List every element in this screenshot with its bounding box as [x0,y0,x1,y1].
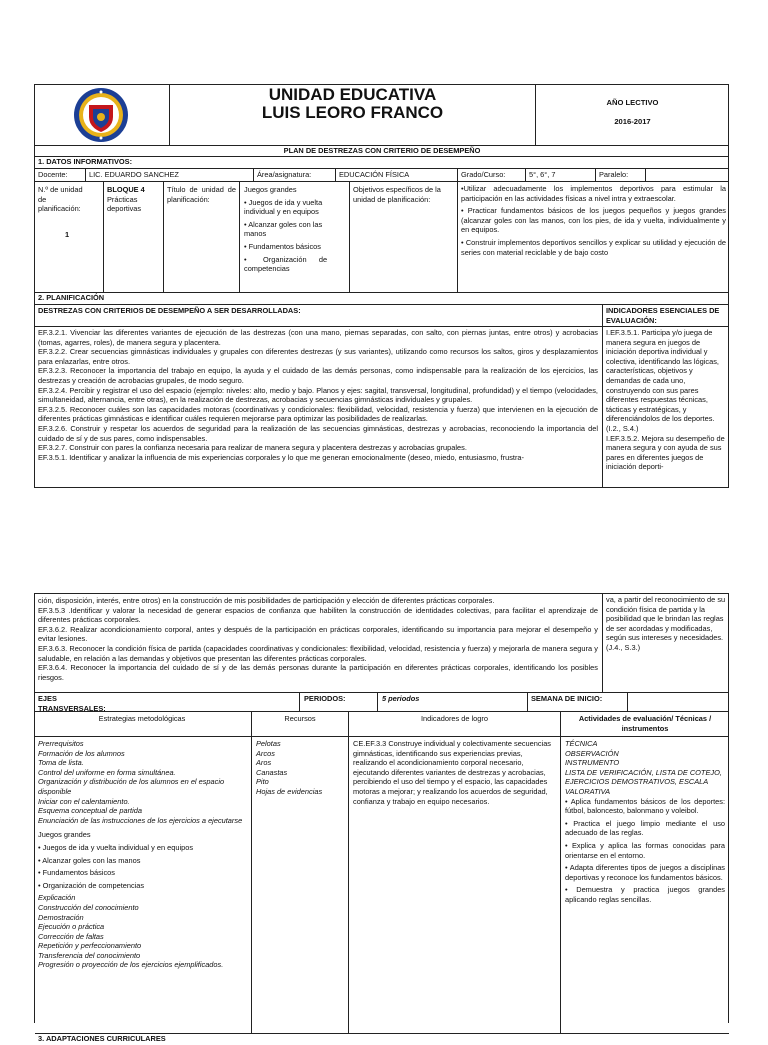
objetivo-item: • Construir implementos deportivos sencillos y explicar su utilidad y ejecución de series con material reciclable y de bajo costo [461,237,726,257]
destrezas-list-2 [38,596,598,682]
unidad-row [35,181,729,292]
estrategia-item: Enunciación de las instrucciones de los ejercicios a ejecutarse [38,815,243,825]
destreza-item: EF.3.2.7. Construir con pares la confianza necesaria para realizar de manera segura y placentera destrezas y acrobacias grupales. [38,443,467,453]
docente-value: LIC. EDUARDO SANCHEZ [85,169,253,182]
destreza-item: EF.3.5.1. Identificar y analizar la influencia de mis experiencias corporales y lo que me generan emocionalmente (deseo, miedo, entusiasmo, frustra- [38,452,524,462]
estrategias-cell [38,739,248,970]
unidad-label: N.º de unidad de planificación: [38,185,83,214]
destreza-item: EF.3.6.2. Realizar acondicionamiento corporal, antes y después de la participación en prácticas corporales, identificando su importancia para mejorar el desempeño y evitar lesiones. [38,624,598,644]
estrategia-item: Iniciar con el calentamiento. [38,796,130,806]
estrategia-item: Repetición y perfeccionamiento [38,941,142,951]
actividad-list-item: • Adapta diferentes tipos de juegos a disciplinas deportivas y reconoce los fundamentos básicos. [565,863,725,882]
planificacion-continued [35,594,729,692]
section-adaptaciones-title: 3. ADAPTACIONES CURRICULARES [35,1033,729,1045]
recursos-cell [251,737,348,1034]
unidad-value: 1 [65,230,70,239]
school-name [169,85,535,145]
actividades-list [565,797,725,905]
grado-label: Grado/Curso: [457,169,525,182]
col-estrategias: Estrategias metodológicas [98,714,186,723]
semana-label: SEMANA DE INICIO: [527,693,627,712]
destreza-item: EF.3.2.2. Crear secuencias gimnásticas individuales y grupales con diferentes destrezas (y sus variantes), utilizando como recursos los saltos, giros y desplazamientos para enlazarlas, entre otros. [38,347,598,366]
recurso-item: Pelotas [256,739,281,748]
actividades-cell [560,737,729,1034]
destreza-item: EF.3.2.3. Reconocer la importancia del trabajo en equipo, la ayuda y el cuidado de las demás personas, como indispensable para la realización de los ejercicios, las destrezas y creación de acrobacias grupales, de modo seguro. [38,366,598,385]
estrategia-item: Progresión o proyección de los ejercicios ejemplificados. [38,960,224,970]
actividad-item: OBSERVACIÓN [565,748,619,758]
year-value: 2016-2017 [614,117,651,126]
indicador-logro-text: CE.EF.3.3 Construye individual y colectivamente secuencias gimnásticas, identificando sus experiencias previas, realizando el acondicionamiento corporal necesario, ejecutando diferentes variantes de destrezas y acrobacias, percibiendo el uso del tiempo y el espacio, las capacidades motoras a mejorar; y realizando los acuerdos de seguridad, confianza y trabajo en equipo necesarios. [353,739,552,806]
year-label: AÑO LECTIVO [606,98,659,107]
planificacion-header-row [35,304,729,326]
year-cell [535,85,729,145]
estrategia-item: Prerrequisitos [38,739,84,748]
contenido-item: • Fundamentos básicos [244,241,321,251]
estrategia-list-item: • Fundamentos básicos [38,868,115,878]
estrategias-top [38,739,248,825]
destreza-item: ción, disposición, interés, entre otros) en la construcción de mis posibilidades de participación y elección de diferentes prácticas corporales. [38,596,495,605]
indicador-item: I.EF.3.5.2. Mejora su desempeño de manera segura y con ayuda de sus pares en diferentes juegos de iniciación deporti- [606,433,725,472]
actividad-item: TÉCNICA [565,739,598,748]
destrezas-title: DESTREZAS CON CRITERIOS DE DESEMPEÑO A SER DESARROLLADAS: [38,306,301,315]
recurso-item: Arcos [256,748,275,758]
actividad-list-item: • Demuestra y practica juegos grandes aplicando reglas sencillas. [565,885,725,904]
objetivo-item: • Practicar fundamentos básicos de los juegos pequeños y juegos grandes (alcanzar goles con las manos, con los pies, de ida y vuelta, individualmente y en equipos. [461,206,726,235]
actividad-list-item: • Explica y aplica las formas conocidas para orientarse en el entorno. [565,840,725,860]
destreza-item: EF.3.2.4. Percibir y registrar el uso del espacio (ejemplo: niveles: alto, medio y bajo. Planos y ejes: sagital, transversal, longitudinal, profundidad) y el tiempo (velocidades, simultaneidad, alternancia, entre otras), en la realización de destrezas, acrobacias y secuencias gimnásticas individuales y grupales. [38,385,598,405]
destreza-item: EF.3.6.4. Reconocer la importancia del cuidado de sí y de las demás personas durante la participación en diferentes prácticas corporales, identificando los posibles riesgos. [38,663,598,682]
recurso-item: Pito [256,777,269,787]
estrategia-item: Organización y distribución de los alumnos en el espacio disponible [38,777,225,796]
estrategia-item: Corrección de faltas [38,931,104,941]
titulo-label: Título de unidad de planificación: [163,182,239,293]
docente-label: Docente: [38,170,68,179]
objetivos-label: Objetivos específicos de la unidad de planificación: [349,182,457,293]
estrategia-item: Formación de los alumnos [38,748,125,758]
periodos-value: 5 periodos [377,693,527,712]
docente-row [35,168,729,181]
actividad-list-item: • Practica el juego limpio mediante el uso adecuado de las reglas. [565,818,725,838]
columns-header-row [35,711,729,736]
section-planificacion-title: 2. PLANIFICACIÓN [35,292,729,304]
estrategia-list-item: • Alcanzar goles con las manos [38,855,141,865]
destreza-item: EF.3.5.3 .Identificar y valorar la necesidad de generar espacios de confianza que habiliten la construcción de identidades colectivas, para facilitar el aprendizaje de diferentes prácticas corporales. [38,605,598,625]
estrategia-list-item: Juegos grandes [38,830,91,840]
content-row [35,736,729,1033]
objetivo-item: •Utilizar adecuadamente los implementos deportivos para estimular la participación en las actividades físicas a nivel intra y extraescolar. [461,184,726,203]
plan-title: PLAN DE DESTREZAS CON CRITERIO DE DESEMPEÑO [35,145,729,156]
contenidos-cell [239,182,349,293]
indicadores-title: INDICADORES ESENCIALES DE EVALUACIÓN: [602,305,729,327]
estrategia-item: Explicación [38,893,76,903]
school-name-line1: UNIDAD EDUCATIVA [268,85,437,104]
school-logo [73,87,129,143]
indicadores-list-2: va, a partir del reconocimiento de su condición física de partida y la posibilidad que le brindan las reglas de ser acordadas y modificadas, según sus intereses y necesidades. (J.4., S.3.) [602,594,729,692]
contenido-item: • Organización de competencias [244,254,330,274]
destrezas-list-1 [38,328,598,462]
actividad-item: INSTRUMENTO [565,758,620,768]
indicadores-list-1 [602,327,729,488]
recurso-item: Hojas de evidencias [256,786,323,796]
destreza-item: EF.3.6.3. Reconocer la condición física de partida (capacidades coordinativas y condicionales: flexibilidad, velocidad, resistencia y fuerza) y mejorarla de manera segura y saludable, en relación a las demandas y objetivos que presentan las diferentes prácticas corporales. [38,643,598,663]
bloque-label: BLOQUE 4 [107,185,145,194]
estrategia-list-item: • Organización de competencias [38,880,145,890]
col-recursos: Recursos [251,712,348,737]
destreza-item: EF.3.2.1. Vivenciar las diferentes variantes de ejecución de las destrezas (con una mano, piernas separadas, con salto, con piernas juntas, entre otros) y acrobacias (tomas, agarres, roles), de manera segura y placentera. [38,328,598,347]
indicador-item: I.EF.3.5.1. Participa y/o juega de manera segura en juegos de iniciación deportiva individual y colectiva, identificando las lógicas, características, objetivos y demandas de cada uno, construyendo con sus pares diferentes respuestas técnicas, tácticas y estratégicas, y diferenciándolos de los deportes. (I.2., S.4.) [606,328,719,433]
estrategia-item: Control del uniforme en forma simultánea. [38,767,176,777]
bloque-value: Prácticas deportivas [107,194,142,214]
actividades-top [565,739,725,797]
area-label: Área/asignatura: [253,169,335,182]
ejes-row [35,692,729,711]
grado-value: 5°, 6°, 7 [525,169,595,182]
estrategia-item: Transferencia del conocimiento [38,950,141,960]
periodos-label: PERIODOS: [299,693,377,712]
planificacion-body [35,326,729,488]
semana-value [627,693,729,712]
contenido-item: • Alcanzar goles con las manos [244,219,323,239]
contenido-item: Juegos grandes [244,185,297,194]
actividad-item: LISTA DE VERIFICACIÓN, LISTA DE COTEJO, EJERCICIOS DEMOSTRATIVOS, ESCALA VALORATIVA [565,767,722,796]
estrategia-item: Ejecución o práctica [38,922,105,932]
estrategia-list-item: • Juegos de ida y vuelta individual y en equipos [38,842,194,852]
estrategia-item: Esquema conceptual de partida [38,806,142,816]
contenido-item: • Juegos de ida y vuelta individual y en equipos [244,197,323,217]
bloque-cell [103,182,163,293]
col-indicadores-logro: Indicadores de logro [348,712,560,737]
destreza-item: EF.3.2.6. Construir y respetar los acuerdos de seguridad para la realización de las secuencias gimnásticas, destrezas y acrobacias, reconociendo la importancia del cuidado de sí y de sus pares, como indispensables. [38,423,598,443]
estrategias-bottom [38,893,248,970]
section-datos-title: 1. DATOS INFORMATIVOS: [35,156,729,168]
plan-page-2 [34,593,729,1043]
indicador-logro-cell [348,737,560,1034]
estrategia-item: Demostración [38,912,84,922]
destreza-item: EF.3.2.5. Reconocer cuáles son las capacidades motoras (coordinativas y condicionales: flexibilidad, velocidad, resistencia y fuerza) que intervienen en la ejecución de diferentes prácticas gimnásticas e identificar cuáles requieren mejorarse para optimizar las posibilidades de realizarlas. [38,404,598,424]
objetivos-cell [457,182,729,293]
estrategia-item: Toma de lista. [38,758,84,768]
estrategias-list [38,830,248,890]
school-name-line2: LUIS LEORO FRANCO [261,103,444,122]
actividad-list-item: • Aplica fundamentos básicos de los deportes: fútbol, baloncesto, balonmano y voleibol. [565,796,725,816]
paralelo-label: Paralelo: [595,169,645,182]
recurso-item: Aros [256,758,272,768]
logo-cell [35,85,169,145]
plan-page-1 [34,84,729,488]
recurso-item: Canastas [256,767,288,777]
ejes-label: EJES TRANSVERSALES: [38,694,106,713]
area-value: EDUCACIÓN FÍSICA [335,169,457,182]
estrategia-item: Construcción del conocimiento [38,902,139,912]
col-actividades: Actividades de evaluación/ Técnicas / instrumentos [560,712,729,737]
